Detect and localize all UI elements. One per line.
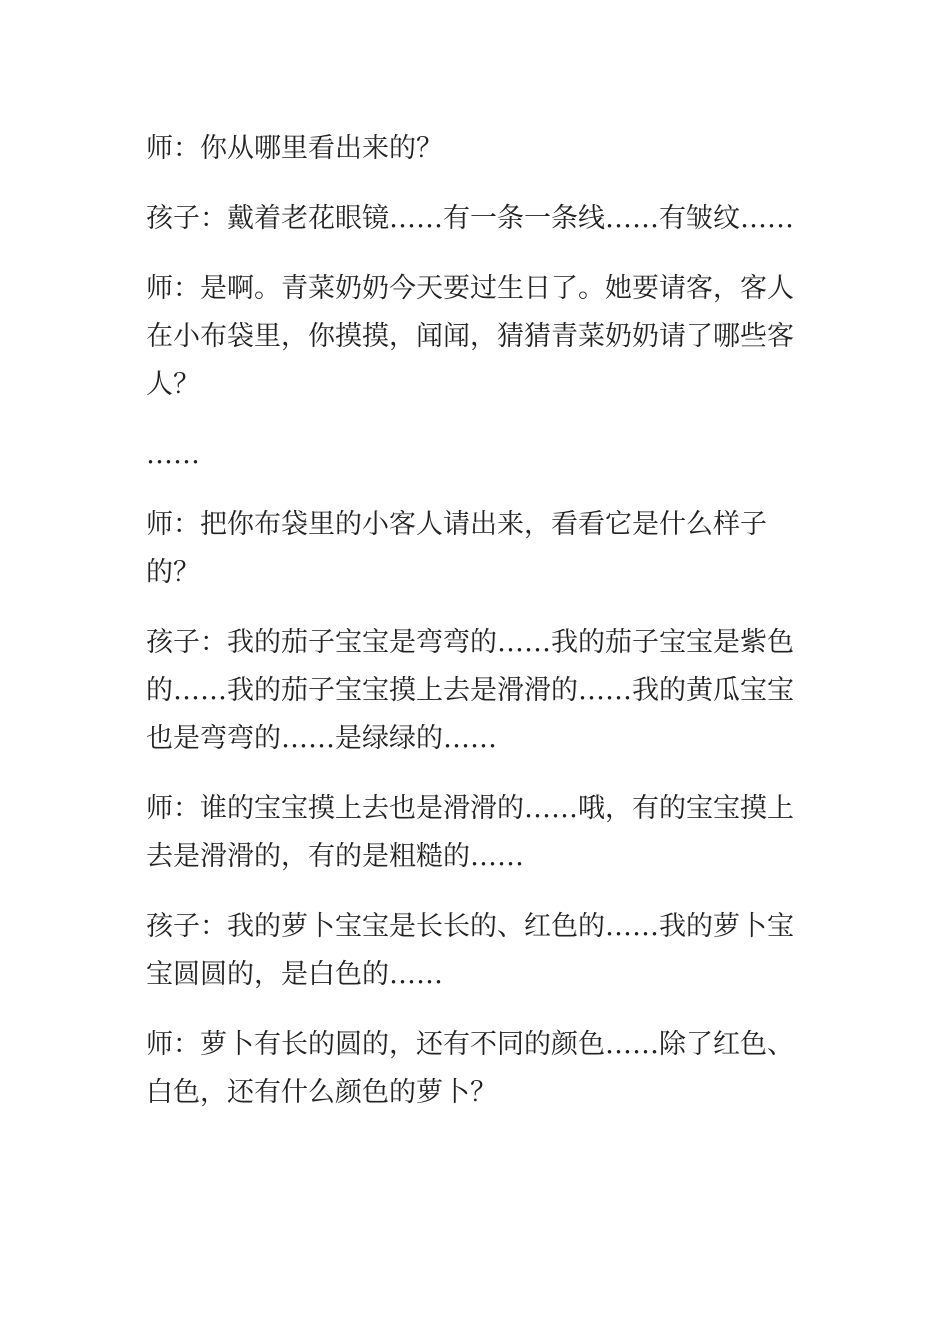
paragraph-2: 孩子：戴着老花眼镜……有一条一条线……有皱纹…… <box>146 203 794 234</box>
paragraph-4: …… <box>146 439 200 470</box>
paragraph-9: 师：萝卜有长的圆的，还有不同的颜色……除了红色、白色，还有什么颜色的萝卜？ <box>146 1029 794 1108</box>
paragraph-1: 师：你从哪里看出来的？ <box>146 133 443 164</box>
paragraph-7: 师：谁的宝宝摸上去也是滑滑的……哦，有的宝宝摸上去是滑滑的，有的是粗糙的…… <box>146 793 794 872</box>
paragraph-3: 师：是啊。青菜奶奶今天要过生日了。她要请客，客人在小布袋里，你摸摸，闻闻，猜猜青菜奶奶请了哪些客人？ <box>146 273 794 400</box>
paragraph-5: 师：把你布袋里的小客人请出来，看看它是什么样子的？ <box>146 509 767 588</box>
paragraph-8: 孩子：我的萝卜宝宝是长长的、红色的……我的萝卜宝宝圆圆的，是白色的…… <box>146 911 794 990</box>
document-body <box>146 125 810 1139</box>
paragraph-6: 孩子：我的茄子宝宝是弯弯的……我的茄子宝宝是紫色的……我的茄子宝宝摸上去是滑滑的……我的黄瓜宝宝也是弯弯的……是绿绿的…… <box>146 627 794 754</box>
